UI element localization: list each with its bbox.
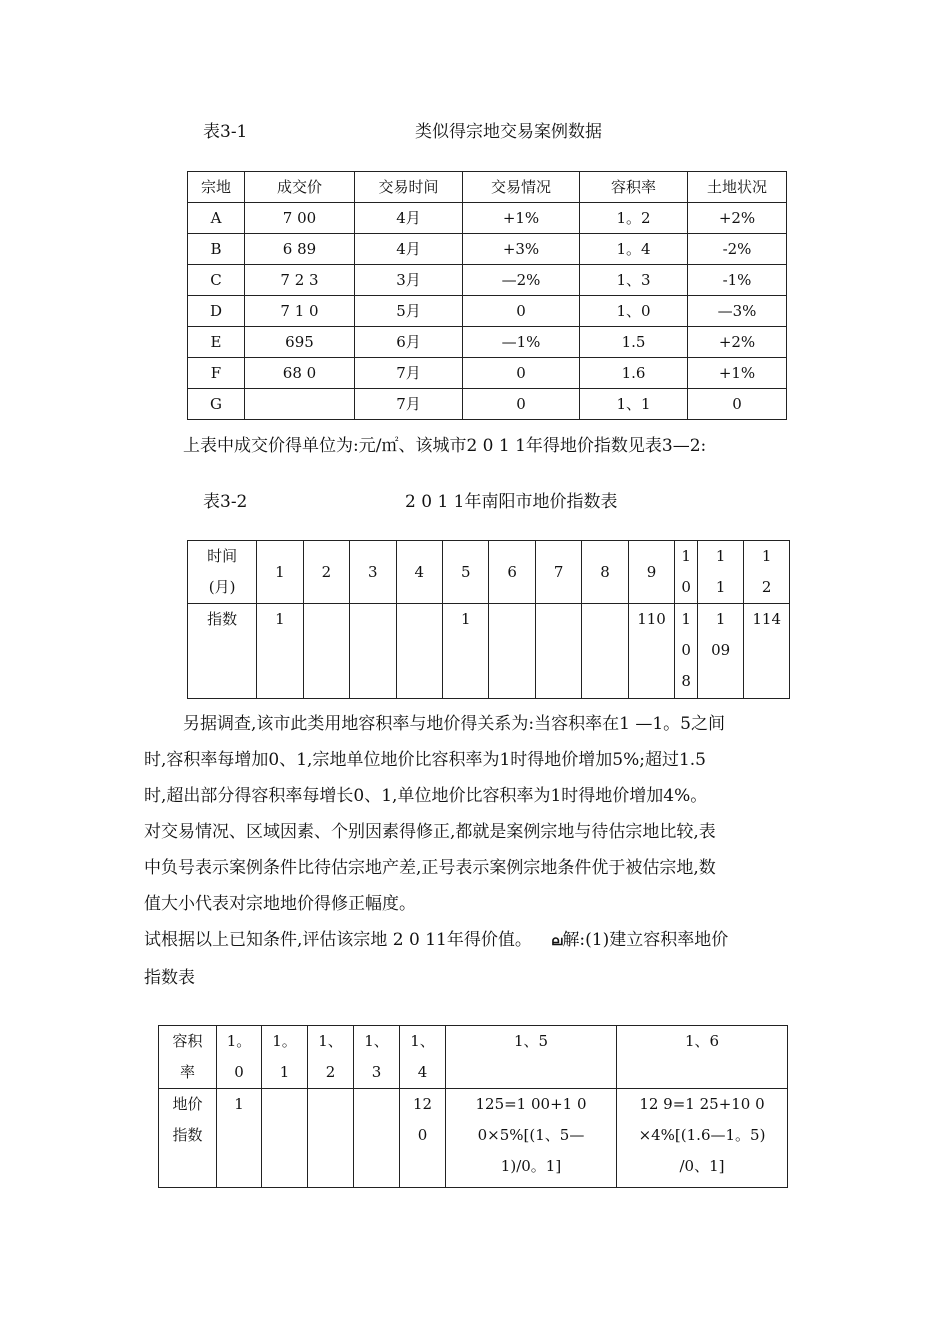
table2-head-time	[188, 541, 257, 604]
table2-month	[489, 541, 535, 604]
table1-cell	[245, 389, 355, 420]
table3-index	[446, 1089, 617, 1188]
cell: 容积	[172, 1032, 203, 1050]
table3-index	[617, 1089, 788, 1188]
table1-cell: F	[188, 358, 245, 389]
para-question: 试根据以上已知条件,评估该宗地 2 0 11年得价值。	[144, 930, 532, 950]
cell: 率	[179, 1063, 195, 1081]
table3-index	[354, 1089, 400, 1188]
table3-far-col	[400, 1026, 446, 1089]
table3-index	[308, 1089, 354, 1188]
cell: 1	[234, 1095, 244, 1113]
glyph-mark: ല	[551, 934, 563, 949]
table2-index	[582, 604, 628, 699]
cell: 5	[460, 562, 471, 581]
table1-cell: —1%	[463, 327, 580, 358]
para-answer: 解:(1)建立容积率地价	[562, 930, 729, 950]
table-row	[188, 234, 787, 265]
table1-cell: 6 89	[245, 234, 355, 265]
cell: 1	[715, 578, 726, 596]
cell: 2	[761, 578, 772, 596]
cell: /0、1]	[679, 1157, 725, 1175]
table-row	[188, 389, 787, 420]
table3-index	[262, 1089, 308, 1188]
table1-cell: 1。2	[580, 203, 688, 234]
table1-cell: 7 1 0	[245, 296, 355, 327]
cell: 1、	[318, 1032, 343, 1050]
table1-header-cell: 宗地	[188, 172, 245, 203]
para-line: 指数表	[144, 968, 195, 988]
table1-cell: —2%	[463, 265, 580, 296]
table3-index	[400, 1089, 446, 1188]
cell: 1。	[226, 1032, 252, 1050]
para-line: 时,容积率每增加0、1,宗地单位地价比容积率为1时得地价增加5%;超过1.5	[144, 750, 706, 770]
table1-cell: 0	[688, 389, 787, 420]
cell: 1、6	[684, 1032, 720, 1050]
table2-index	[350, 604, 396, 699]
table2-month	[396, 541, 442, 604]
table1-cell: 4月	[355, 234, 463, 265]
table2-title: 2 0 1 1年南阳市地价指数表	[405, 492, 618, 512]
cell: 125=1 00+1 0	[475, 1095, 587, 1113]
table1-cell: +1%	[463, 203, 580, 234]
table1-cell: 5月	[355, 296, 463, 327]
table1-label: 表3-1	[203, 122, 248, 142]
table1-cell: +2%	[688, 203, 787, 234]
table2-month	[697, 541, 743, 604]
cell: 0	[681, 578, 691, 596]
cell: 0	[681, 641, 691, 659]
table2-index	[697, 604, 743, 699]
table3-index	[217, 1089, 262, 1188]
cell: 1	[681, 547, 691, 565]
table1-cell: E	[188, 327, 245, 358]
table2-month	[628, 541, 674, 604]
cell: 指数	[207, 610, 238, 628]
cell: 2	[325, 1063, 336, 1081]
table1-cell: 1、0	[580, 296, 688, 327]
cell: 4	[417, 1063, 428, 1081]
table1-cases	[187, 171, 787, 420]
table2-price-index	[187, 540, 790, 699]
table1-cell: 1、3	[580, 265, 688, 296]
cell: 7	[553, 562, 564, 581]
table3-head-index	[159, 1089, 217, 1188]
para-line: 中负号表示案例条件比待估宗地产差,正号表示案例宗地条件优于被估宗地,数	[144, 858, 716, 878]
cell: 1	[761, 547, 772, 565]
table1-cell: 0	[463, 358, 580, 389]
table2-index	[744, 604, 790, 699]
table1-cell: -2%	[688, 234, 787, 265]
table1-cell: 695	[245, 327, 355, 358]
cell: 09	[711, 641, 731, 659]
table2-index	[489, 604, 535, 699]
table1-cell: 0	[463, 296, 580, 327]
table2-head-time-l2: (月)	[208, 578, 236, 596]
table-row	[188, 265, 787, 296]
table1-cell: +1%	[688, 358, 787, 389]
cell: 0	[234, 1063, 244, 1081]
para-line-7	[144, 922, 728, 960]
table2-month	[442, 541, 488, 604]
table2-head-index	[188, 604, 257, 699]
table3-far-col	[446, 1026, 617, 1089]
cell: 0	[417, 1126, 428, 1144]
cell: 8	[681, 672, 691, 690]
table2-head-time-l1: 时间	[207, 547, 238, 565]
cell: 9	[646, 562, 657, 581]
para-line: 值大小代表对宗地地价得修正幅度。	[144, 894, 416, 914]
cell: 1	[275, 562, 285, 581]
cell: 12 9=1 25+10 0	[639, 1095, 765, 1113]
cell: 6	[507, 562, 517, 581]
cell: 110	[637, 610, 666, 628]
table-row	[188, 327, 787, 358]
table1-cell: 6月	[355, 327, 463, 358]
table1-cell: +3%	[463, 234, 580, 265]
table2-index	[675, 604, 698, 699]
cell: 4	[414, 562, 425, 581]
cell: 1、5	[513, 1032, 549, 1050]
cell: 地价	[172, 1095, 203, 1113]
table1-header-row	[188, 172, 787, 203]
table2-month	[303, 541, 349, 604]
table1-cell: 0	[463, 389, 580, 420]
table3-far-col	[308, 1026, 354, 1089]
table1-unit-note: 上表中成交价得单位为:元/㎡、该城市2 0 1 1年得地价指数见表3—2:	[183, 436, 707, 456]
table1-cell: 7 00	[245, 203, 355, 234]
table1-cell: G	[188, 389, 245, 420]
table3-far-col	[217, 1026, 262, 1089]
table1-header-cell: 交易时间	[355, 172, 463, 203]
para-line: 另据调查,该市此类用地容积率与地价得关系为:当容积率在1 —1。5之间	[183, 714, 725, 734]
table3-far-col	[354, 1026, 400, 1089]
table1-cell: 7月	[355, 358, 463, 389]
table2-month	[675, 541, 698, 604]
table1-cell: A	[188, 203, 245, 234]
table2-index	[303, 604, 349, 699]
cell: 1	[715, 610, 726, 628]
table2-index	[396, 604, 442, 699]
table3-far-col	[617, 1026, 788, 1089]
table1-cell: 7 2 3	[245, 265, 355, 296]
cell: 8	[600, 562, 610, 581]
table2-month	[582, 541, 628, 604]
cell: 0×5%[(1、5—	[477, 1126, 585, 1144]
cell: 1	[279, 1063, 290, 1081]
table1-cell: 1.6	[580, 358, 688, 389]
table1-cell: 7月	[355, 389, 463, 420]
table1-title: 类似得宗地交易案例数据	[415, 122, 602, 142]
table-row	[188, 296, 787, 327]
para-line: 时,超出部分得容积率每增长0、1,单位地价比容积率为1时得地价增加4%。	[144, 786, 708, 806]
table2-month	[744, 541, 790, 604]
table2-month	[257, 541, 303, 604]
cell: 3	[368, 562, 378, 581]
table1-header-cell: 成交价	[245, 172, 355, 203]
cell: 1	[715, 547, 726, 565]
table1-cell: 1。4	[580, 234, 688, 265]
table1-cell: 4月	[355, 203, 463, 234]
cell: 指数	[172, 1126, 203, 1144]
table1-cell: D	[188, 296, 245, 327]
table1-cell: C	[188, 265, 245, 296]
table-row	[188, 203, 787, 234]
table2-label: 表3-2	[203, 492, 248, 512]
table2-index	[257, 604, 303, 699]
table1-header-cell: 土地状况	[688, 172, 787, 203]
cell: 1	[275, 610, 285, 628]
cell: 12	[412, 1095, 433, 1113]
table3-far-col	[262, 1026, 308, 1089]
table2-index	[442, 604, 488, 699]
cell: 1)/0。1]	[500, 1157, 562, 1175]
table-row	[188, 358, 787, 389]
table2-index	[535, 604, 581, 699]
table1-cell: 68 0	[245, 358, 355, 389]
table3-head-far	[159, 1026, 217, 1089]
cell: ×4%[(1.6—1。5)	[638, 1126, 766, 1144]
table1-cell: +2%	[688, 327, 787, 358]
table1-cell: 1.5	[580, 327, 688, 358]
table1-cell: 3月	[355, 265, 463, 296]
table1-cell: B	[188, 234, 245, 265]
table2-index	[628, 604, 674, 699]
cell: 1	[460, 610, 471, 628]
table2-month	[350, 541, 396, 604]
cell: 3	[371, 1063, 382, 1081]
table1-cell: —3%	[688, 296, 787, 327]
table1-header-cell: 容积率	[580, 172, 688, 203]
cell: 1、	[410, 1032, 435, 1050]
cell: 2	[321, 562, 332, 581]
cell: 114	[752, 610, 782, 628]
cell: 1。	[272, 1032, 297, 1050]
table2-month	[535, 541, 581, 604]
body-paragraph	[144, 706, 728, 996]
para-line: 对交易情况、区域因素、个别因素得修正,都就是案例宗地与待估宗地比较,表	[144, 822, 716, 842]
table1-header-cell: 交易情况	[463, 172, 580, 203]
cell: 1	[681, 610, 691, 628]
table1-cell: 1、1	[580, 389, 688, 420]
table3-far-index	[158, 1025, 788, 1188]
table1-cell: -1%	[688, 265, 787, 296]
cell: 1、	[364, 1032, 389, 1050]
